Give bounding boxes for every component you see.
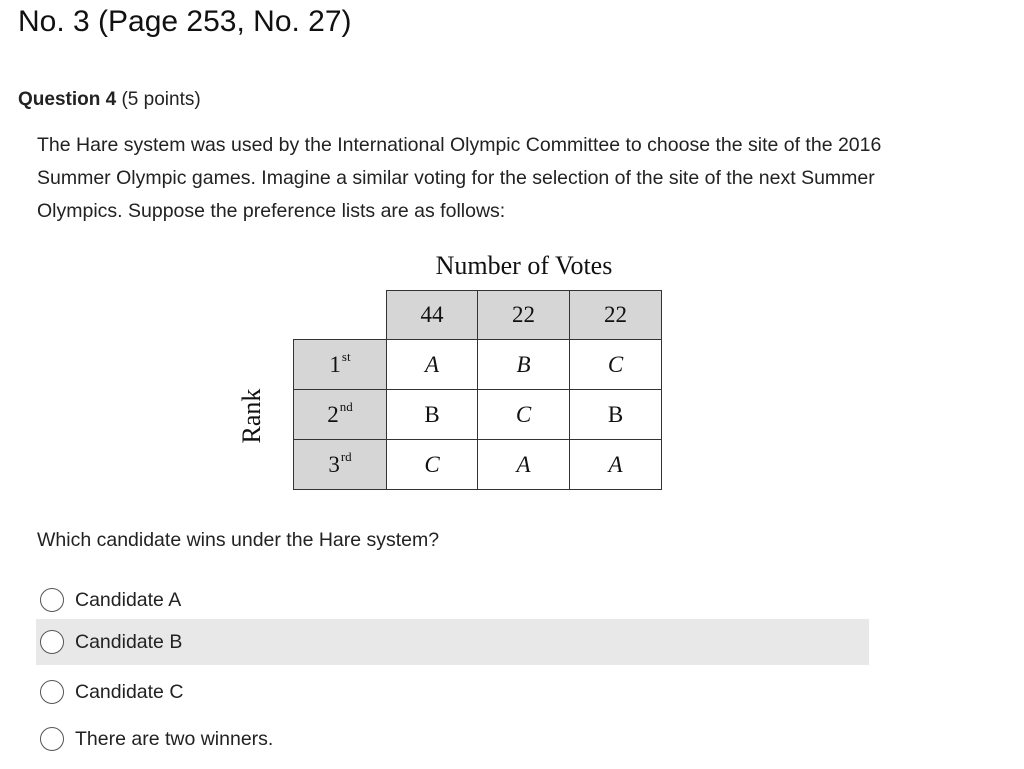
answer-option-candidate-a[interactable] xyxy=(36,577,869,623)
question-prompt: Which candidate wins under the Hare system? xyxy=(37,529,440,551)
option-label: Candidate A xyxy=(75,589,182,611)
radio-button[interactable] xyxy=(40,727,64,751)
question-heading xyxy=(18,88,201,112)
answer-option-two-winners[interactable] xyxy=(36,716,869,762)
rank-cell: 3 $^{rd}$ xyxy=(293,439,387,490)
question-points: (5 points) xyxy=(121,89,201,110)
radio-button[interactable] xyxy=(40,680,64,704)
vote-count-cell: 22 xyxy=(477,290,570,340)
preference-cell: B xyxy=(477,339,570,390)
question-number: Question 4 xyxy=(18,89,117,110)
answer-option-candidate-b[interactable] xyxy=(36,619,869,665)
radio-button[interactable] xyxy=(40,588,64,612)
preference-cell: C xyxy=(569,339,662,390)
votes-caption: Number of Votes xyxy=(435,251,613,280)
preference-cell: B xyxy=(569,389,662,440)
preference-cell: A xyxy=(569,439,662,490)
page-title: No. 3 (Page 253, No. 27) xyxy=(18,5,352,38)
radio-button[interactable] xyxy=(40,630,64,654)
vote-count-cell: 44 xyxy=(386,290,478,340)
answer-option-candidate-c[interactable] xyxy=(36,669,869,715)
preference-cell: C xyxy=(477,389,570,440)
preference-cell: A xyxy=(386,339,478,390)
option-label: There are two winners. xyxy=(75,728,274,750)
rank-axis-label: Rank xyxy=(237,388,266,444)
preference-cell: B xyxy=(386,389,478,440)
option-label: Candidate C xyxy=(75,681,184,703)
vote-count-cell: 22 xyxy=(569,290,662,340)
question-text: The Hare system was used by the International Olympic Committee to choose the site of the 2016 Summer Olympic games. Imagine a similar voting for the selection of the site of the next Summer Olympics. Suppose the preference lists are as follows: xyxy=(37,134,882,222)
rank-cell: 2 $^{nd}$ xyxy=(293,389,387,440)
preference-cell: C xyxy=(386,439,478,490)
rank-cell: 1 $^{st}$ xyxy=(293,339,387,390)
option-label: Candidate B xyxy=(75,631,183,653)
preference-cell: A xyxy=(477,439,570,490)
